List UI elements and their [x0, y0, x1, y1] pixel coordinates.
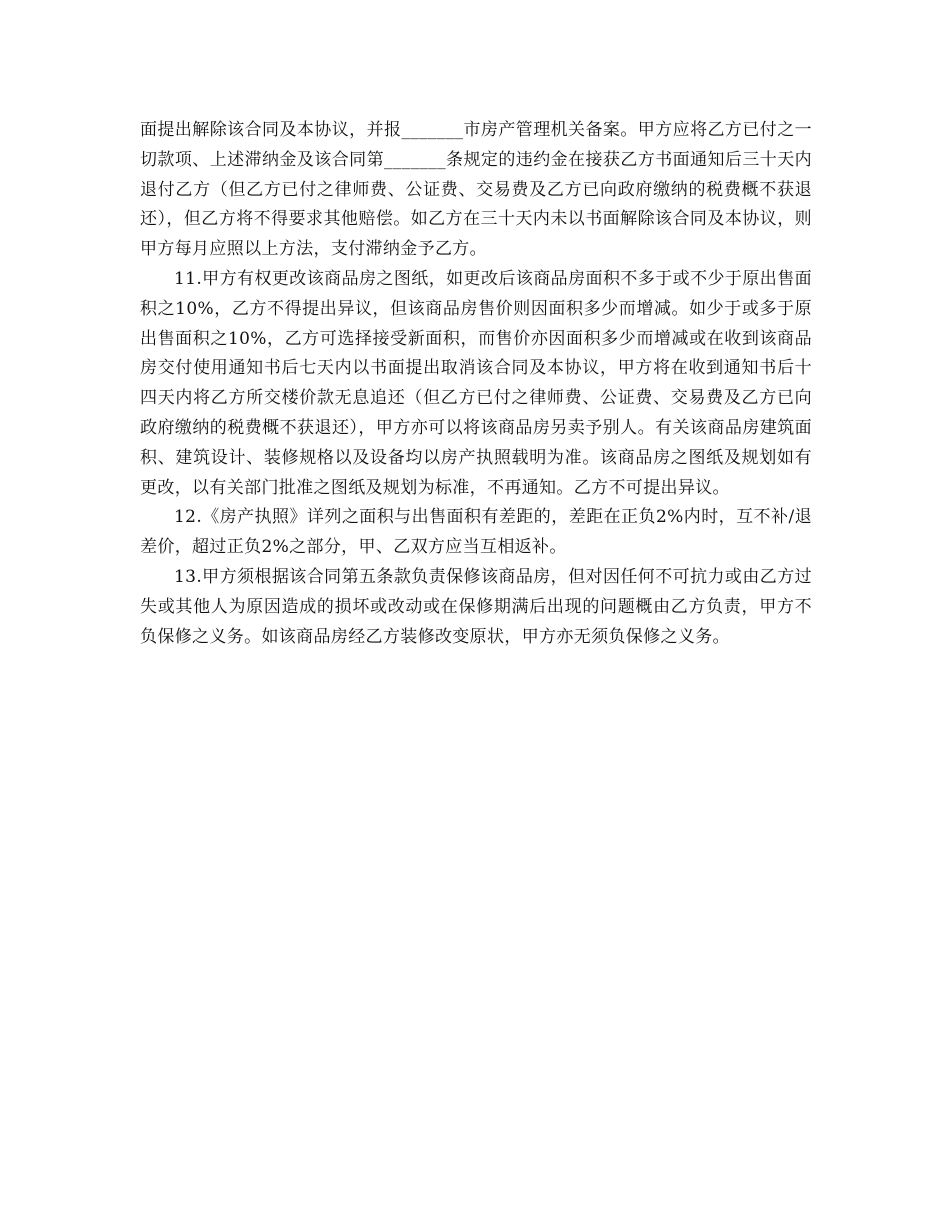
paragraph-clause-12: 12.《房产执照》详列之面积与出售面积有差距的，差距在正负2%内时，互不补/退差价，超过正负2%之部分，甲、乙双方应当互相返补。 [140, 507, 812, 558]
paragraph-clause-13: 13.甲方须根据该合同第五条款负责保修该商品房，但对因任何不可抗力或由乙方过失或其他人为原因造成的损坏或改动或在保修期满后出现的问题概由乙方负责，甲方不负保修之义务。如该商品房经乙方装修改变原状，甲方亦无须负保修之义务。 [140, 566, 812, 647]
document-body [140, 116, 812, 652]
paragraph-clause-11: 11.甲方有权更改该商品房之图纸，如更改后该商品房面积不多于或不少于原出售面积之10%，乙方不得提出异议，但该商品房售价则因面积多少而增减。如少于或多于原出售面积之10%，乙方可选择接受新面积，而售价亦因面积多少而增减或在收到该商品房交付使用通知书后七天内以书面提出取消该合同及本协议，甲方将在收到通知书后十四天内将乙方所交楼价款无息追还（但乙方已付之律师费、公证费、交易费及乙方已向政府缴纳的税费概不获退还），甲方亦可以将该商品房另卖予别人。有关该商品房建筑面积、建筑设计、装修规格以及设备均以房产执照载明为准。该商品房之图纸及规划如有更改，以有关部门批准之图纸及规划为标准，不再通知。乙方不可提出异议。 [140, 268, 812, 498]
paragraph-termination-continuation: 面提出解除该合同及本协议，并报_______市房产管理机关备案。甲方应将乙方已付之一切款项、上述滞纳金及该合同第_______条规定的违约金在接获乙方书面通知后三十天内退付乙方（但乙方已付之律师费、公证费、交易费及乙方已向政府缴纳的税费概不获退还），但乙方将不得要求其他赔偿。如乙方在三十天内未以书面解除该合同及本协议，则甲方每月应照以上方法，支付滞纳金予乙方。 [140, 120, 812, 260]
